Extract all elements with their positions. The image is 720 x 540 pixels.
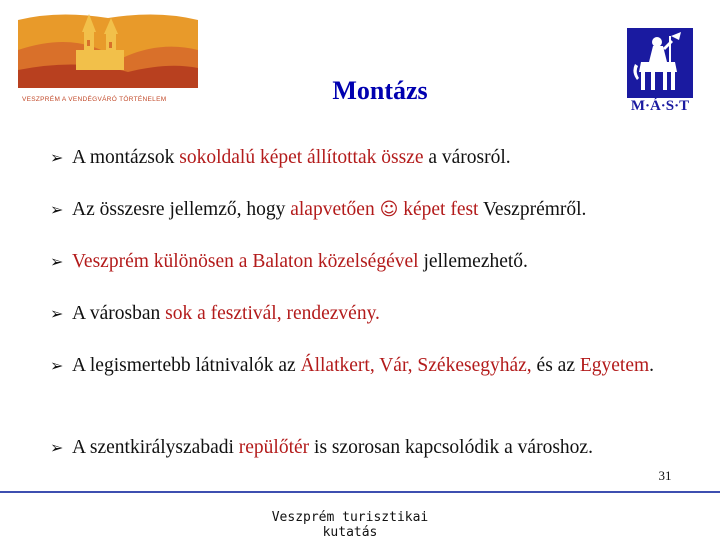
arrow-bullet-icon: ➢: [50, 304, 64, 323]
arrow-bullet-icon: ➢: [50, 438, 64, 457]
arrow-bullet-icon: ➢: [50, 356, 64, 375]
veszprem-logo-caption: VESZPRÉM A VENDÉGVÁRÓ TÖRTÉNELEM: [22, 96, 167, 103]
bullet-item: ➢ A szentkirályszabadi repülőtér is szorosan kapcsolódik a városhoz.: [50, 437, 593, 458]
arrow-bullet-icon: ➢: [50, 148, 64, 167]
smiley-icon: ☺: [379, 199, 399, 220]
footer-divider: [0, 491, 720, 493]
bullet-item: ➢ Az összesre jellemző, hogy alapvetően ☺ képet fest Veszprémről.: [50, 199, 587, 220]
veszprem-logo: [18, 10, 198, 110]
bullet-item: ➢ A városban sok a fesztivál, rendezvény.: [50, 303, 380, 324]
bullet-item: ➢ Veszprém különösen a Balaton közelségével jellemezhető.: [50, 251, 528, 272]
slide-title: Montázs: [332, 76, 428, 105]
arrow-bullet-icon: ➢: [50, 252, 64, 271]
page-number: 31: [658, 468, 672, 483]
veszprem-logo-graphic: [18, 10, 198, 100]
mast-logo: [627, 28, 693, 120]
bullet-item: ➢ A montázsok sokoldalú képet állítottak össze a városról.: [50, 147, 511, 168]
mast-logo-graphic: [627, 28, 693, 98]
footer-text: Veszprém turisztikai kutatás: [271, 510, 429, 540]
arrow-bullet-icon: ➢: [50, 200, 64, 219]
bullet-item: ➢ A legismertebb látnivalók az Állatkert, Vár, Székesegyház, és az Egyetem.: [50, 355, 655, 376]
mast-logo-text: M·Á·S·T: [630, 98, 690, 114]
